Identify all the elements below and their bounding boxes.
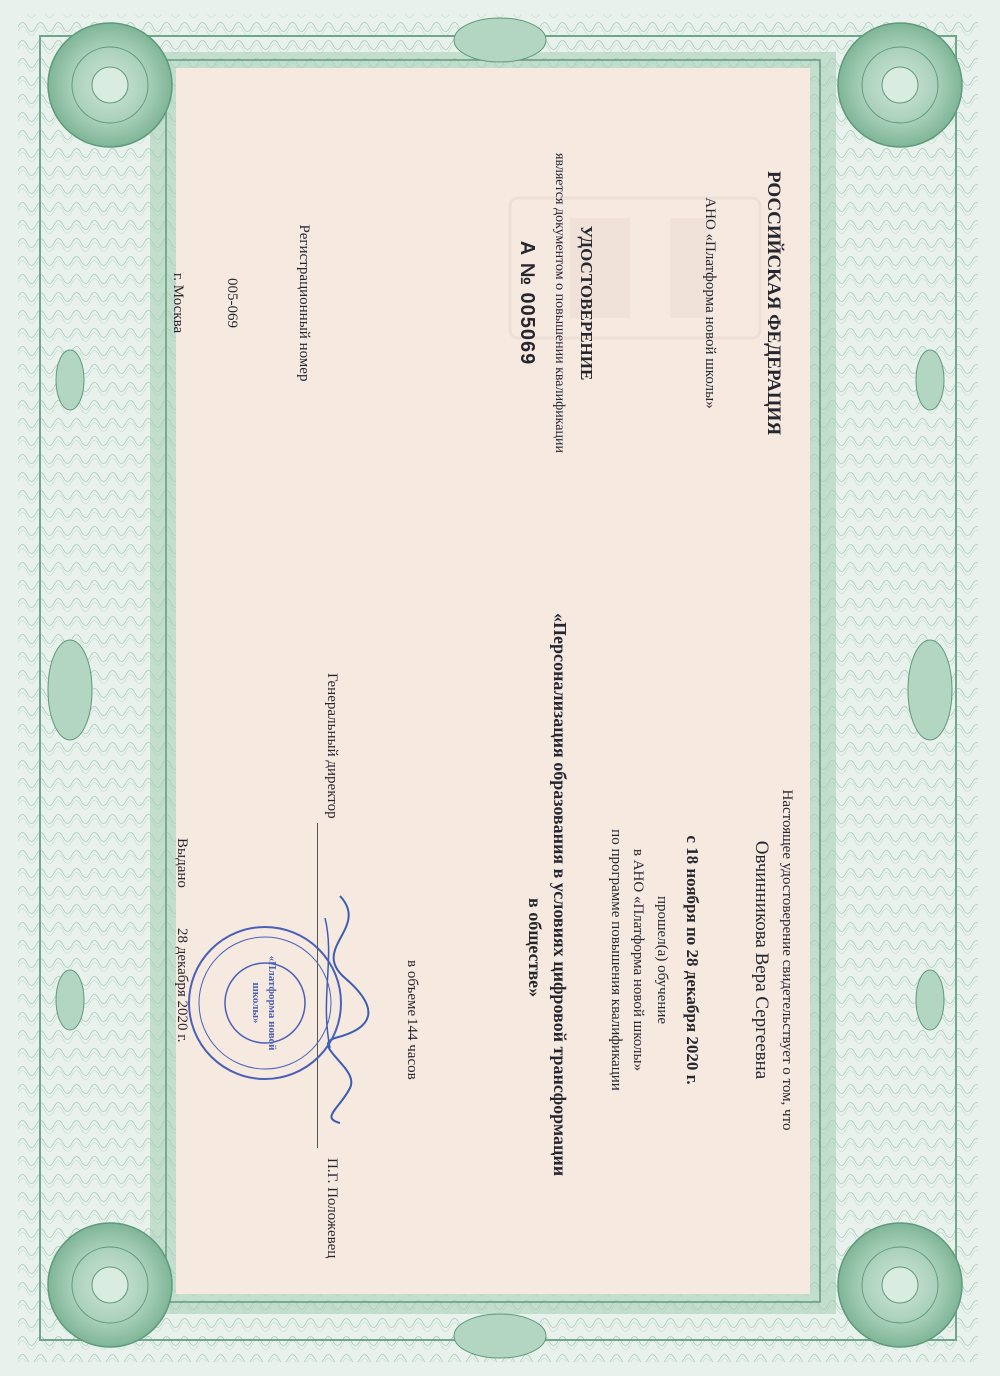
document-title: УДОСТОВЕРЕНИЕ [577,225,596,381]
svg-text:школы»: школы» [250,982,262,1024]
corner-rosette-bottom-left [48,1223,172,1347]
corner-rosette-bottom-right [838,1223,962,1347]
completed-training-text: прошел(а) обучение [654,895,670,1025]
certificate-intro: Настоящее удостоверение свидетельствует о том, что [779,789,795,1131]
issued-label: Выдано [174,838,190,888]
certificate-content [170,68,810,1294]
document-subtitle: является документом о повышении квалификации [552,153,567,453]
registration-number: 005-069 [224,278,240,328]
country-name: РОССИЙСКАЯ ФЕДЕРАЦИЯ [763,170,784,436]
svg-text:«Платформа новой: «Платформа новой [266,955,278,1051]
corner-rosette-top-left [48,23,172,147]
program-title-line-2: в обществе» [525,898,545,998]
recipient-name: Овчинникова Вера Сергеевна [751,840,772,1080]
hours-label: в объеме [404,960,420,1017]
director-name: П.Г. Положевец [324,1158,340,1259]
watermark [500,178,770,358]
city: г. Москва [170,272,186,334]
document-number: А № 005069 [516,240,538,366]
program-type-line: по программе повышения квалификации [608,829,624,1091]
program-title-line-1: «Персонализация образования в условиях цифровой трансформации [550,613,570,1177]
training-period: с 18 ноября по 28 декабря 2020 г. [683,835,702,1085]
hours-value: 144 часов [404,1018,420,1080]
organization-line: в АНО «Платформа новой школы» [630,848,646,1072]
organization-seal [185,923,345,1083]
registration-label: Регистрационный номер [296,224,312,382]
corner-rosette-top-right [838,23,962,147]
organization-name: АНО «Платформа новой школы» [702,197,718,409]
issued-date: 28 декабря 2020 г. [174,928,190,1043]
director-label: Генеральный директор [324,673,340,819]
